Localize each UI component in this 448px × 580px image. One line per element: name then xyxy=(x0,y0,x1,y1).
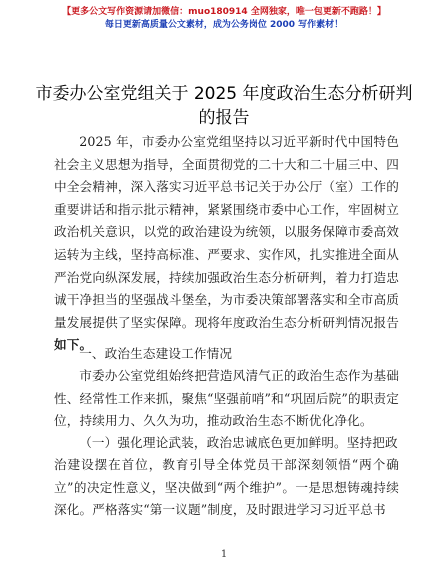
subsection-1-heading-line: （一）强化理论武装，政治忠诚底色更加鲜明。坚持把政 xyxy=(79,435,398,450)
page-number: 1 xyxy=(220,549,228,560)
document-title: 市委办公室党组关于 2025 年度政治生态分析研判的报告 xyxy=(35,84,413,128)
section-1-heading: 一、政治生态建设工作情况 xyxy=(79,346,233,361)
promo-banner xyxy=(0,6,448,32)
intro-paragraph-tail: 如下。 xyxy=(54,337,93,353)
intro-paragraph xyxy=(54,131,399,357)
intro-paragraph-text: 2025 年，市委办公室党组坚持以习近平新时代中国特色社会主义思想为指导，全面贯彻党的二十大和二十届三中、四中全会精神，深入落实习近平总书记关于办公厅（室）工作的重要讲话和指示批示精神，紧紧围绕市委中心工作，牢固树立政治机关意识，以党的政治建设为统领，以服务保障市委高效运转为主线，坚持高标准、严要求、实作风，扎实推进全面从严治党向纵深发展，持续加强政治生态分析研判，着力打造忠诚干净担当的坚强战斗堡垒，为市委决策部署落实和全市高质量发展提供了坚实保障。现将年度政治生态分析研判情况报告 xyxy=(54,134,399,330)
section-1-paragraph: 市委办公室党组始终把营造风清气正的政治生态作为基础性、经常性工作来抓，聚焦“坚强前哨”和“巩固后院”的职责定位，持续用力、久久为功，推动政治生态不断优化净化。 xyxy=(54,368,399,429)
promo-banner-line-1: 【更多公文写作资源请加微信：muo180914 全网独家，唯一包更新不跑路！】 xyxy=(62,7,386,17)
subsection-1-paragraph: 治建设摆在首位，教育引导全体党员干部深刻领悟“两个确立”的决定性意义，坚决做到“两个维护”。一是思想铸魂持续深化。严格落实“第一议题”制度，及时跟进学习习近平总书 xyxy=(54,457,399,518)
promo-banner-line-2: 每日更新高质量公文素材，成为公务岗位 2000 写作素材！ xyxy=(104,20,344,30)
